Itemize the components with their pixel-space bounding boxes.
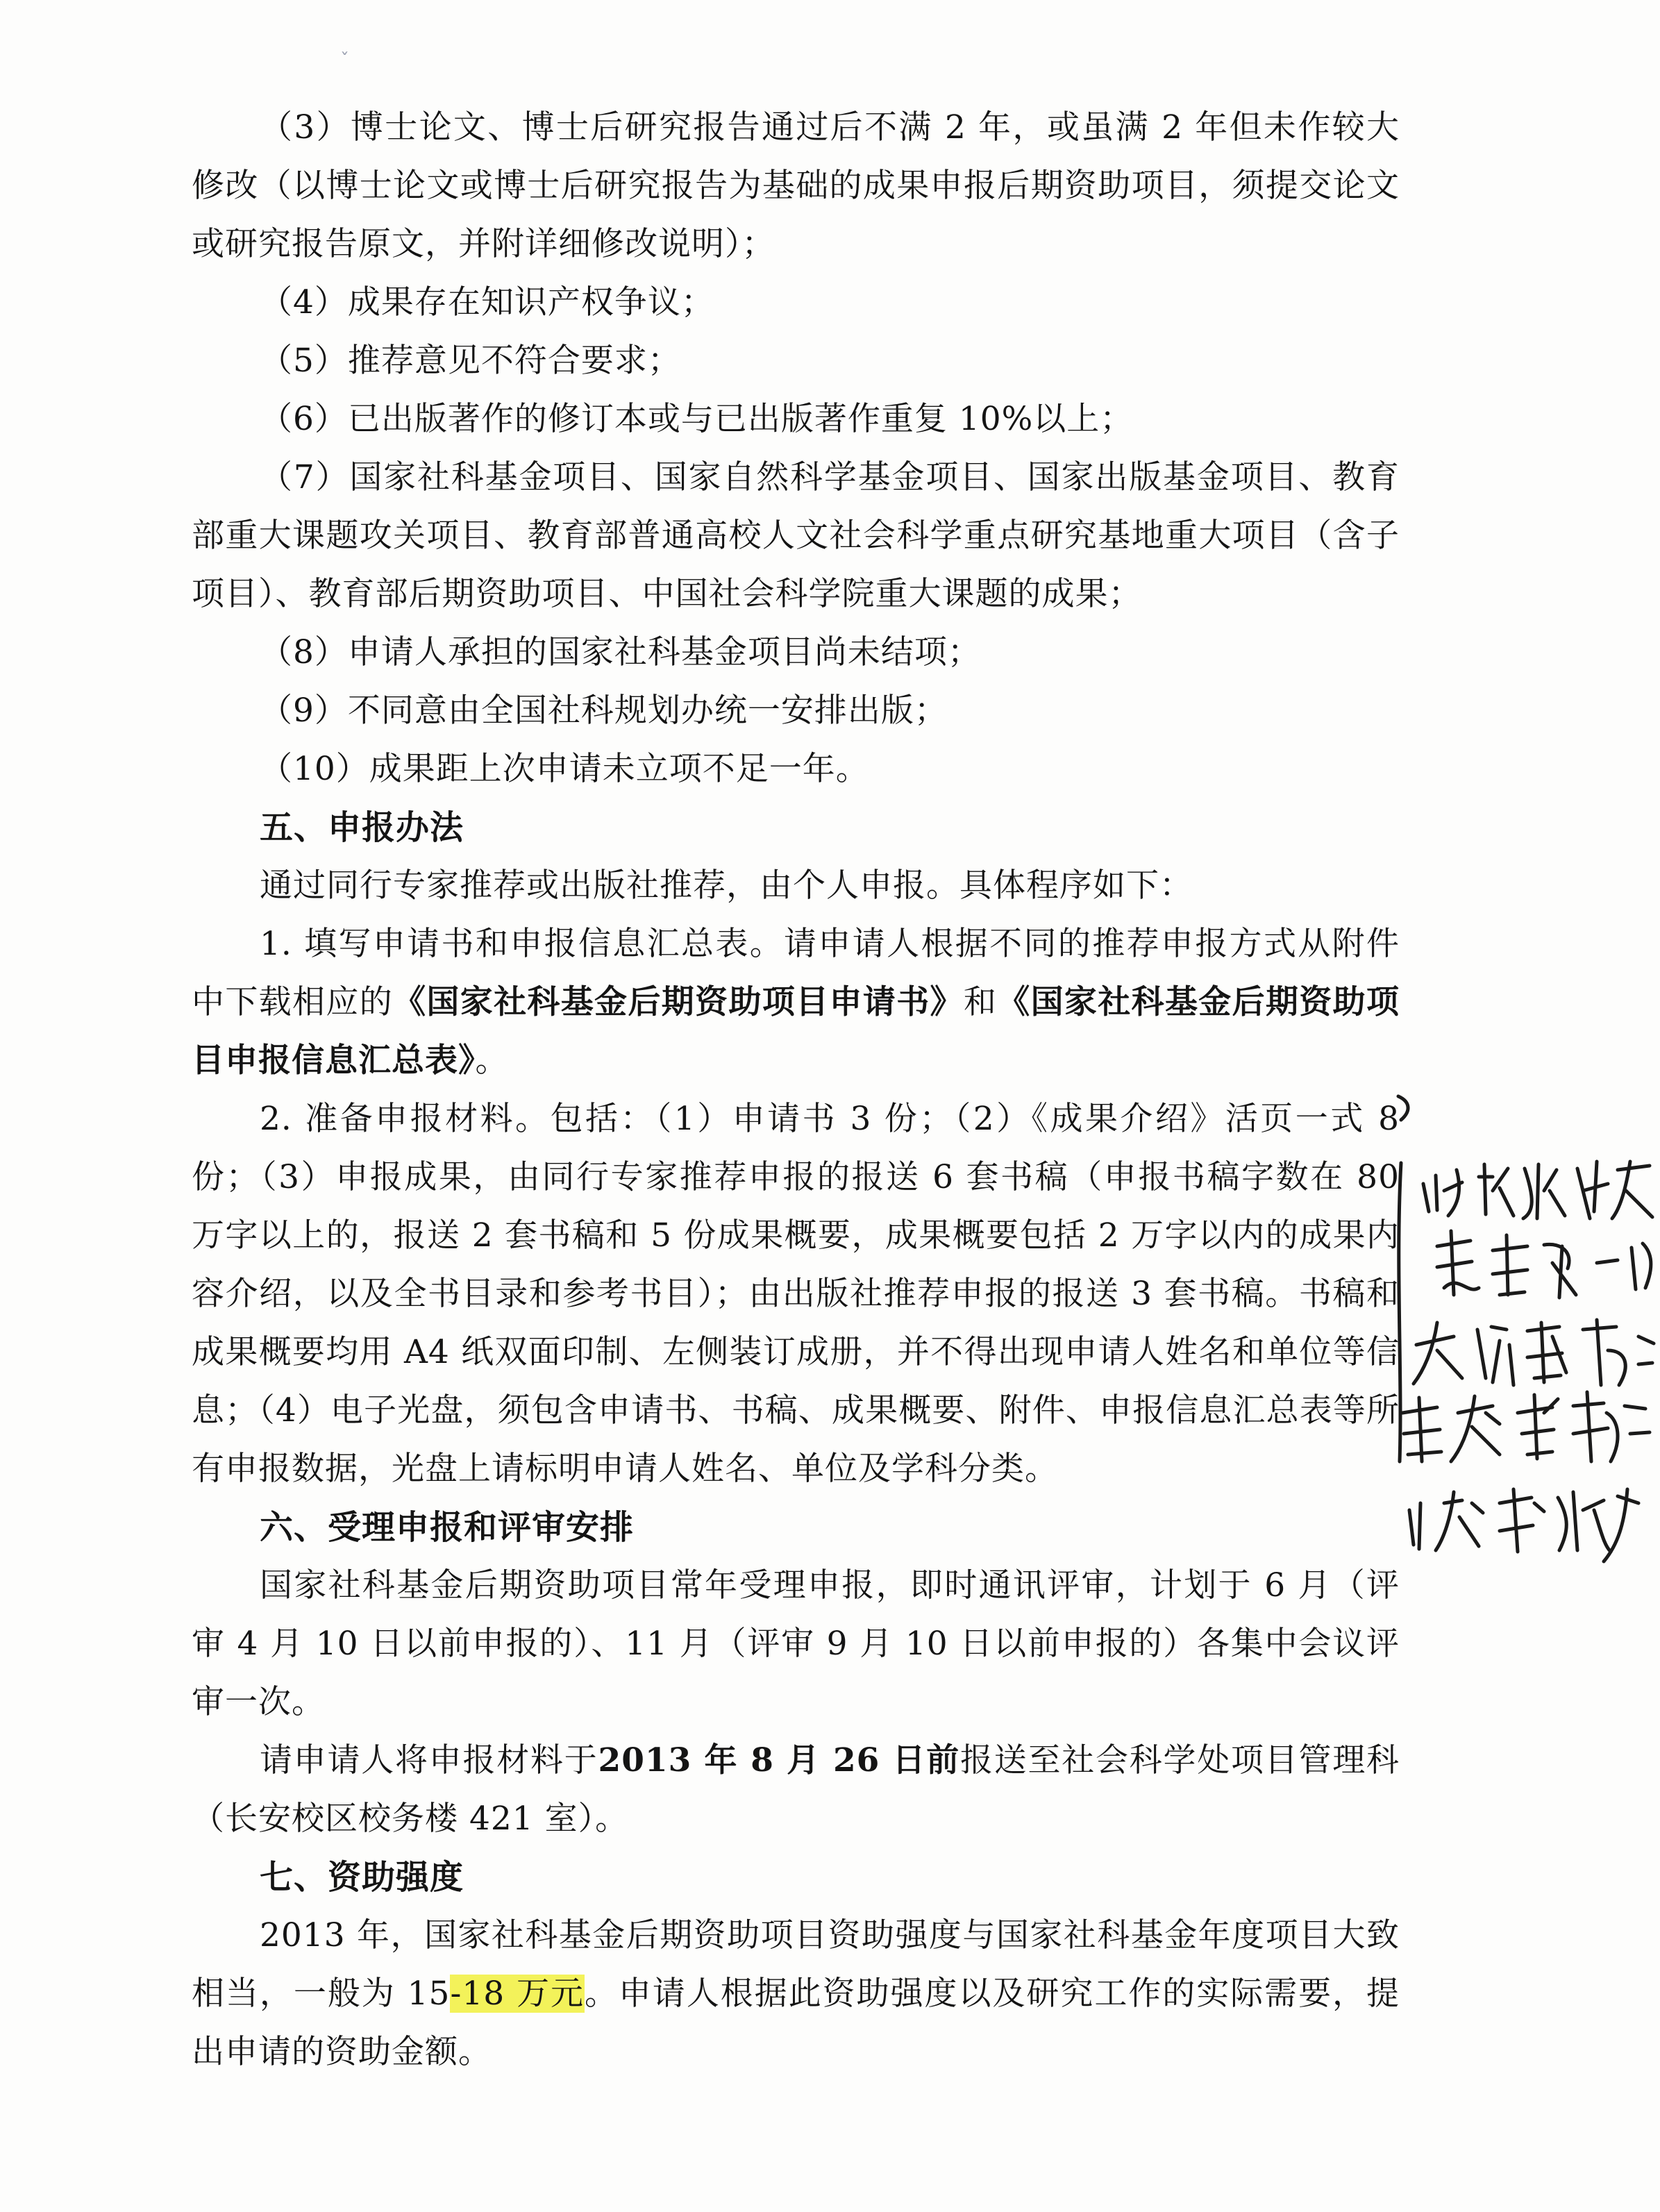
step1-conjunction: 和 bbox=[963, 983, 998, 1021]
section-heading-review-arrangement: 六、受理申报和评审安排 bbox=[260, 1508, 635, 1547]
section7-lead: 2013 年，国家社科基金后期资助项目资助强度与国家社科基金年度项目大致相当，一般为 15 bbox=[192, 1916, 1400, 2013]
item-4: （4）成果存在知识产权争议； bbox=[260, 283, 714, 321]
section6-para2-lead: 请申请人将申报材料于 bbox=[260, 1741, 598, 1779]
item-5: （5）推荐意见不符合要求； bbox=[260, 342, 681, 380]
section6-para1: 国家社科基金后期资助项目常年受理申报，即时通讯评审，计划于 6 月（评审 4 月 10 日以前申报的）、11 月（评审 9 月 10 日以前申报的）各集中会议评审一次。 bbox=[192, 1566, 1400, 1721]
step1-form-title-2: 《国家社科基金后期资助项目申报信息汇总表》 bbox=[192, 983, 1400, 1080]
section-heading-application-method: 五、申报办法 bbox=[260, 808, 464, 847]
item-3: （3）博士论文、博士后研究报告通过后不满 2 年，或虽满 2 年但未作较大修改（以博士论文或博士后研究报告为基础的成果申报后期资助项目，须提交论文或研究报告原文，并附详细修改说明）； bbox=[192, 108, 1400, 263]
section6-para2-end: 报送至社会科学处项目管理科（长安校区校务楼 421 室）。 bbox=[192, 1741, 1400, 1838]
handwritten-margin-note bbox=[1395, 1087, 1660, 1566]
item-7: （7）国家社科基金项目、国家自然科学基金项目、国家出版基金项目、教育部重大课题攻关项目、教育部普通高校人文社会科学重点研究基地重大项目（含子项目）、教育部后期资助项目、中国社会科学院重大课题的成果； bbox=[192, 458, 1400, 613]
step1-text: 1. 填写申请书和申报信息汇总表。请申请人根据不同的推荐申报方式从附件中下载相应的 bbox=[192, 925, 1400, 1021]
section7-para bbox=[192, 1907, 1400, 2081]
section-heading-funding-amount: 七、资助强度 bbox=[260, 1858, 464, 1897]
section5-intro: 通过同行专家推荐或出版社推荐，由个人申报。具体程序如下： bbox=[260, 866, 1193, 905]
section5-step1 bbox=[192, 915, 1400, 1090]
document-body bbox=[192, 99, 1400, 2081]
deadline-date: 2013 年 8 月 26 日前 bbox=[598, 1741, 961, 1779]
item-10: （10）成果距上次申请未立项不足一年。 bbox=[260, 750, 869, 788]
step1-end: 。 bbox=[475, 1041, 509, 1080]
step1-form-title-1: 《国家社科基金后期资助项目申请书》 bbox=[393, 983, 964, 1021]
item-6: （6）已出版著作的修订本或与已出版著作重复 10%以上； bbox=[260, 400, 1134, 438]
section5-step2: 2. 准备申报材料。包括：（1）申请书 3 份；（2）《成果介绍》活页一式 8 份；（3）申报成果，由同行专家推荐申报的报送 6 套书稿（申报书稿字数在 80 万字以上的，报送 2 套书稿和 5 份成果概要，成果概要包括 2 万字以内的成果内容介绍，以及全书目录和参考书目）；由出版社推荐申报的报送 3 套书稿。书稿和成果概要均用 A4 纸双面印制、左侧装订成册，并不得出现申请人姓名和单位等信息；（4）电子光盘，须包含申请书、书稿、成果概要、附件、申报信息汇总表等所有申报数据，光盘上请标明申请人姓名、单位及学科分类。 bbox=[192, 1100, 1400, 1488]
section7-end: 。申请人根据此资助强度以及研究工作的实际需要，提出申请的资助金额。 bbox=[192, 1975, 1400, 2071]
item-8: （8）申请人承担的国家社科基金项目尚未结项； bbox=[260, 633, 981, 671]
item-9: （9）不同意由全国社科规划办统一安排出版； bbox=[260, 692, 948, 730]
section6-para2 bbox=[192, 1732, 1400, 1848]
funding-amount-highlight: -18 万元 bbox=[450, 1975, 585, 2013]
scan-speck: ˇ bbox=[340, 50, 349, 71]
